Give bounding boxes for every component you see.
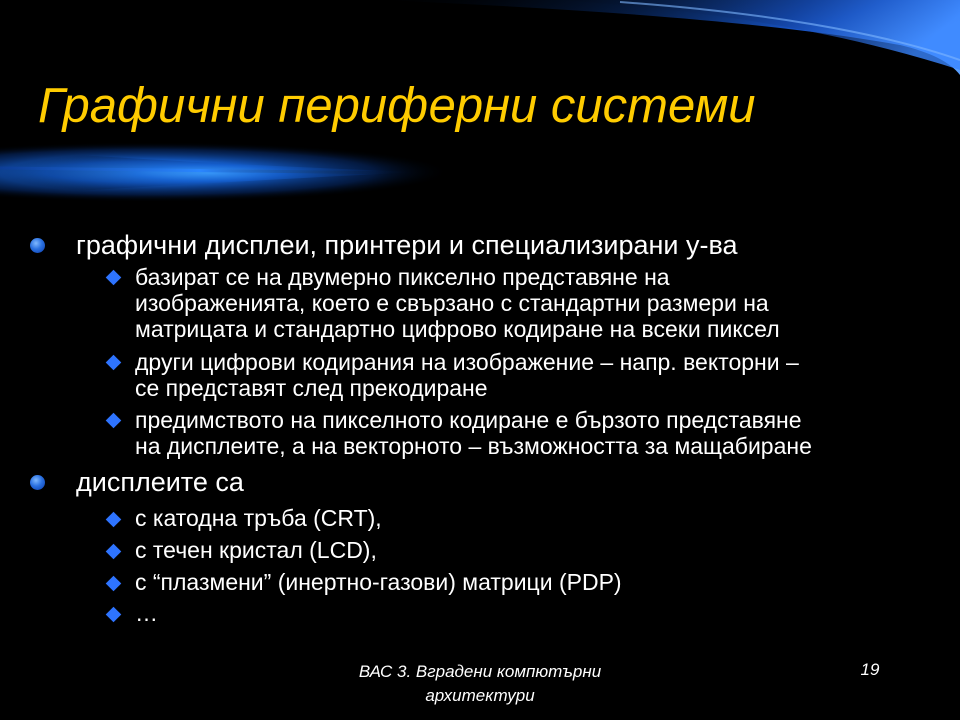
sub-bullet-line: с течен кристал (LCD), [135, 537, 377, 563]
slide-footer [310, 660, 650, 708]
bullet-item: дисплеите са [76, 467, 244, 497]
page-number: 19 [860, 660, 880, 679]
sub-bullet-line: се представят след прекодиране [135, 375, 488, 401]
footer-line: архитектури [425, 686, 535, 705]
sub-bullet-line: на дисплеите, а на векторното – възможността за мащабиране [135, 433, 812, 459]
blue-disc-icon [30, 475, 45, 490]
sub-bullet-line: … [135, 600, 158, 626]
sub-bullet-line: други цифрови кодирания на изображение – напр. векторни – [135, 349, 799, 375]
slide-title: Графични периферни системи [38, 79, 756, 133]
sub-bullet-line: изображенията, което е свързано с стандартни размери на [135, 290, 769, 316]
bullet-item: графични дисплеи, принтери и специализирани у-ва [76, 230, 738, 260]
sub-bullet-line: с катодна тръба (CRT), [135, 505, 382, 531]
sub-bullet-line: матрицата и стандартно цифрово кодиране на всеки пиксел [135, 316, 780, 342]
sub-bullet-line: предимството на пикселното кодиране е бързото представяне [135, 407, 802, 433]
blue-disc-icon [30, 238, 45, 253]
sub-bullet-line: базират се на двумерно пикселно представяне на [135, 264, 670, 290]
footer-line: ВАС 3. Вградени компютърни [358, 662, 602, 681]
sub-bullet-line: с “плазмени” (инертно-газови) матрици (PDP) [135, 569, 622, 595]
